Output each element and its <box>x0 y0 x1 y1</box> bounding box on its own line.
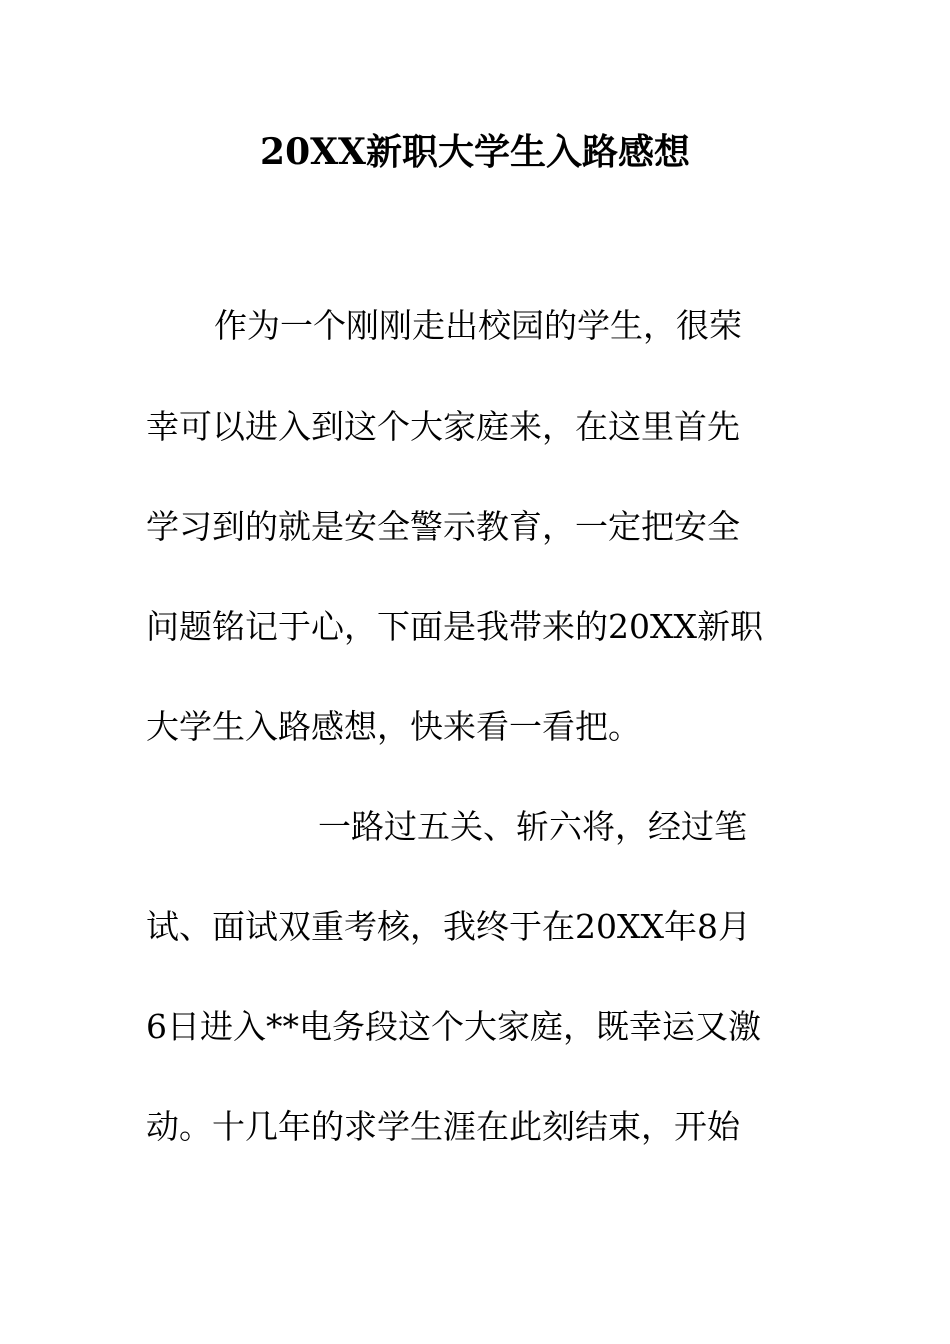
paragraph-line: 一路过五关、斩六将，经过笔 <box>318 807 747 846</box>
paragraph-line: 试、面试双重考核，我终于在20XX年8月 <box>146 907 751 946</box>
paragraph-line: 大学生入路感想，快来看一看把。 <box>146 707 641 746</box>
paragraph-line: 作为一个刚刚走出校园的学生，很荣 <box>214 306 742 345</box>
document-title: 20XX新职大学生入路感想 <box>260 131 690 173</box>
paragraph-line: 6日进入**电务段这个大家庭，既幸运又激 <box>146 1007 761 1046</box>
paragraph-line: 学习到的就是安全警示教育，一定把安全 <box>146 507 740 546</box>
paragraph-line: 问题铭记于心，下面是我带来的20XX新职 <box>146 607 763 646</box>
paragraph-line: 动。十几年的求学生涯在此刻结束，开始 <box>146 1107 740 1146</box>
paragraph-line: 幸可以进入到这个大家庭来，在这里首先 <box>146 407 740 446</box>
